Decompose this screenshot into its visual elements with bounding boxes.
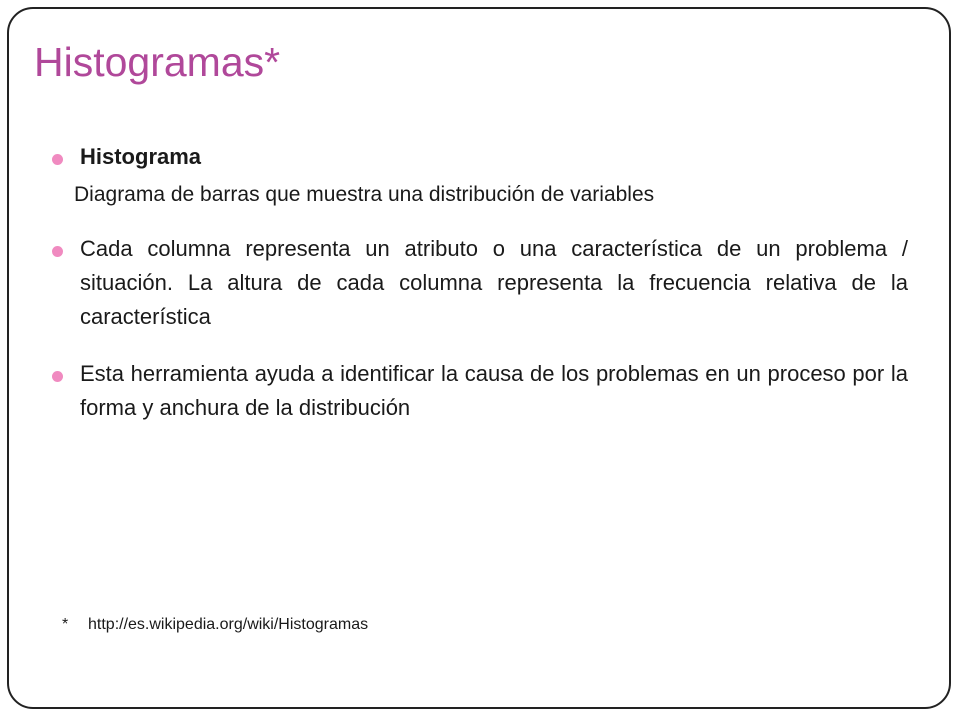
slide-title: Histogramas* xyxy=(34,39,281,85)
footnote-marker: * xyxy=(62,616,69,633)
bullet-text: Cada columna representa un atributo o una característica de un problema / situación. La altura de cada columna representa la frecuencia relativa de la característica xyxy=(80,236,908,329)
footnote-link[interactable]: http://es.wikipedia.org/wiki/Histogramas xyxy=(88,616,369,633)
bullet-text: Esta herramienta ayuda a identificar la causa de los problemas en un proceso por la forma y anchura de la distribución xyxy=(80,361,908,420)
bullet-dot-icon xyxy=(52,371,63,382)
bullet-list xyxy=(52,140,908,425)
bullet-description: Diagrama de barras que muestra una distribución de variables xyxy=(74,183,655,206)
bullet-dot-icon xyxy=(52,154,63,165)
footnote xyxy=(62,616,368,634)
bullet-item-histograma xyxy=(52,140,908,210)
bullet-heading: Histograma xyxy=(80,144,202,169)
bullet-item-columna xyxy=(52,232,908,334)
bullet-dot-icon xyxy=(52,246,63,257)
bullet-item-herramienta xyxy=(52,357,908,425)
